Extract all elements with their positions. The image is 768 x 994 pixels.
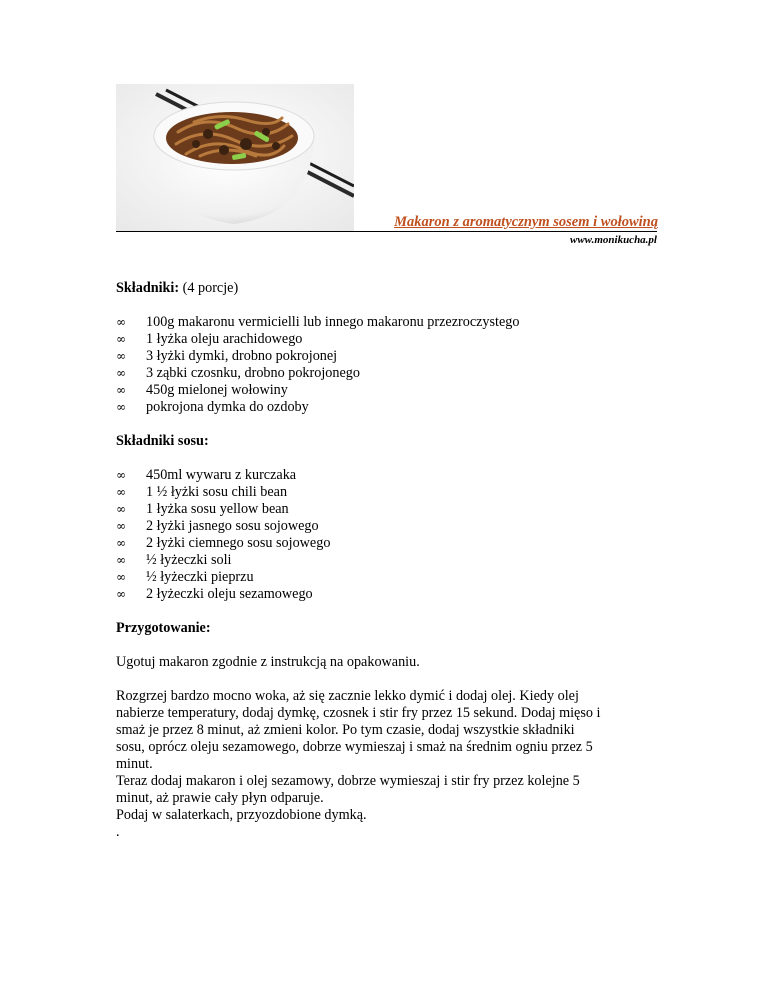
preparation-line: minut, aż prawie cały płyn odparuje. bbox=[116, 790, 324, 806]
list-item: ∞ pokrojona dymka do ozdoby bbox=[116, 399, 309, 415]
infinity-bullet-icon: ∞ bbox=[116, 536, 126, 550]
list-item: ∞ 1 łyżka sosu yellow bean bbox=[116, 501, 289, 517]
site-url: www.monikucha.pl bbox=[569, 234, 657, 246]
infinity-bullet-icon: ∞ bbox=[116, 315, 126, 329]
preparation-line: Rozgrzej bardzo mocno woka, aż się zacznie lekko dymić i dodaj olej. Kiedy olej bbox=[116, 688, 579, 704]
list-item: ∞ 2 łyżeczki oleju sezamowego bbox=[116, 586, 313, 602]
sauce-heading-line bbox=[116, 433, 656, 450]
sauce-list bbox=[116, 467, 656, 603]
recipe-content bbox=[116, 280, 656, 841]
infinity-bullet-icon: ∞ bbox=[116, 587, 126, 601]
infinity-bullet-icon: ∞ bbox=[116, 570, 126, 584]
infinity-bullet-icon: ∞ bbox=[116, 553, 126, 567]
list-item: ∞ 1 ½ łyżki sosu chili bean bbox=[116, 484, 288, 500]
portions-note: (4 porcje) bbox=[179, 280, 239, 296]
recipe-title[interactable]: Makaron z aromatycznym sosem i wołowiną bbox=[394, 214, 658, 230]
infinity-bullet-icon: ∞ bbox=[116, 502, 126, 516]
title-underline-rule bbox=[116, 231, 657, 232]
list-item: ∞ ½ łyżeczki pieprzu bbox=[116, 569, 254, 585]
list-item: ∞ 3 ząbki czosnku, drobno pokrojonego bbox=[116, 365, 360, 381]
list-item: ∞ 2 łyżki ciemnego sosu sojowego bbox=[116, 535, 331, 551]
preparation-line: minut. bbox=[116, 756, 153, 772]
infinity-bullet-icon: ∞ bbox=[116, 349, 126, 363]
preparation-line: sosu, oprócz oleju sezamowego, dobrze wymieszaj i smaż na średnim ogniu przez 5 bbox=[116, 739, 593, 755]
preparation-line: Teraz dodaj makaron i olej sezamowy, dobrze wymieszaj i stir fry przez kolejne 5 bbox=[116, 773, 580, 789]
list-item: ∞ 1 łyżka oleju arachidowego bbox=[116, 331, 303, 347]
infinity-bullet-icon: ∞ bbox=[116, 383, 126, 397]
list-item: ∞ 100g makaronu vermicielli lub innego makaronu przezroczystego bbox=[116, 314, 520, 330]
list-item: ∞ ½ łyżeczki soli bbox=[116, 552, 232, 568]
preparation-line: Podaj w salaterkach, przyozdobione dymką. bbox=[116, 807, 367, 823]
noodle-bowl-photo bbox=[116, 84, 354, 232]
infinity-bullet-icon: ∞ bbox=[116, 366, 126, 380]
ingredients-heading: Składniki: bbox=[116, 280, 180, 296]
sauce-heading: Składniki sosu: bbox=[116, 433, 209, 449]
noodle-bowl-illustration bbox=[116, 84, 354, 232]
infinity-bullet-icon: ∞ bbox=[116, 485, 126, 499]
list-item: ∞ 3 łyżki dymki, drobno pokrojonej bbox=[116, 348, 338, 364]
preparation-heading-line bbox=[116, 620, 656, 637]
preparation-step-1: Ugotuj makaron zgodnie z instrukcją na opakowaniu. bbox=[116, 654, 420, 670]
list-item: ∞ 450ml wywaru z kurczaka bbox=[116, 467, 297, 483]
preparation-line: nabierze temperatury, dodaj dymkę, czosnek i stir fry przez 15 sekund. Dodaj mięso i bbox=[116, 705, 601, 721]
infinity-bullet-icon: ∞ bbox=[116, 400, 126, 414]
preparation-heading: Przygotowanie: bbox=[116, 620, 211, 636]
infinity-bullet-icon: ∞ bbox=[116, 468, 126, 482]
preparation-body bbox=[116, 688, 656, 841]
infinity-bullet-icon: ∞ bbox=[116, 519, 126, 533]
preparation-line: . bbox=[116, 824, 120, 840]
ingredients-list bbox=[116, 314, 656, 416]
list-item: ∞ 2 łyżki jasnego sosu sojowego bbox=[116, 518, 319, 534]
list-item: ∞ 450g mielonej wołowiny bbox=[116, 382, 288, 398]
ingredients-heading-line bbox=[116, 280, 656, 297]
infinity-bullet-icon: ∞ bbox=[116, 332, 126, 346]
preparation-line: smaż je przez 8 minut, aż zmieni kolor. Po tym czasie, dodaj wszystkie składniki bbox=[116, 722, 575, 738]
